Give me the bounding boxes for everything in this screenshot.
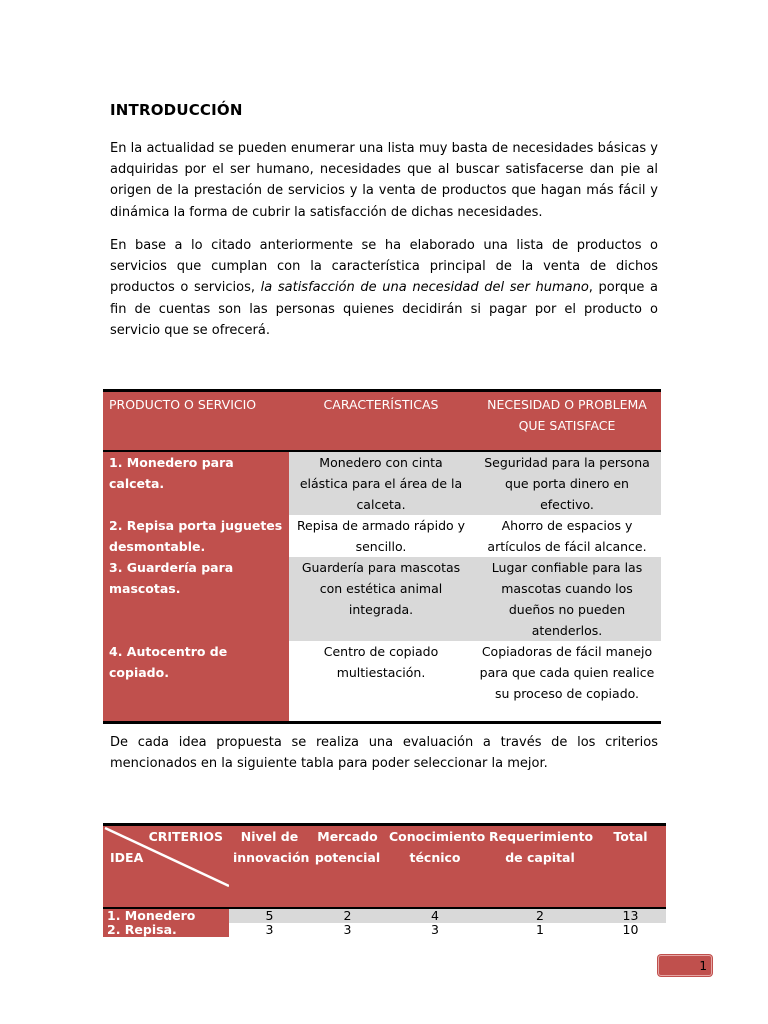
criteria-label: CRITERIOS	[148, 829, 223, 844]
score-mercado: 2	[310, 908, 385, 923]
header-conocimiento: Conocimiento técnico	[385, 825, 485, 909]
intro-paragraph-1: En la actualidad se pueden enumerar una lista muy basta de necesidades básicas y adquiridas por el ser humano, necesidades que al buscar satisfacerse dan pie al origen de la prestación de servicios y la venta de productos que hagan más fácil y dinámica la forma de cubrir la satisfacción de dichas necesidades.	[110, 141, 658, 220]
idea-name: 2. Repisa.	[103, 923, 229, 937]
score-capital: 1	[536, 922, 544, 937]
product-characteristics: Monedero con cinta elástica para el área de la calceta.	[289, 451, 473, 515]
table-row	[103, 451, 661, 515]
product-need: Lugar confiable para las mascotas cuando los dueños no pueden atenderlos.	[473, 557, 661, 641]
product-name: 1. Monedero para calceta.	[103, 451, 289, 515]
product-need: Copiadoras de fácil manejo para que cada quien realice su proceso de copiado.	[479, 644, 655, 701]
product-characteristics: Centro de copiado multiestación.	[323, 644, 439, 680]
score-conocimiento: 4	[385, 908, 485, 923]
product-characteristics: Guardería para mascotas con estética animal integrada.	[289, 557, 473, 641]
table-row	[103, 923, 666, 937]
evaluation-table	[103, 823, 666, 937]
diagonal-header-cell	[103, 825, 229, 909]
score-capital: 2	[485, 908, 595, 923]
header-necesidad: NECESIDAD O PROBLEMA QUE SATISFACE	[473, 391, 661, 452]
products-table-header	[103, 391, 661, 452]
product-need: Seguridad para la persona que porta dinero en efectivo.	[473, 451, 661, 515]
intro-paragraph-2-italic: la satisfacción de una necesidad del ser humano	[260, 280, 589, 296]
score-mercado: 3	[343, 922, 352, 937]
product-name: 2. Repisa porta juguetes desmontable.	[103, 515, 289, 557]
product-name: 4. Autocentro de copiado.	[103, 641, 289, 723]
product-characteristics: Repisa de armado rápido y sencillo.	[296, 518, 466, 554]
idea-label: IDEA	[110, 850, 144, 865]
score-conocimiento: 3	[431, 922, 439, 937]
table-row	[103, 557, 661, 641]
score-innovacion: 5	[229, 908, 310, 923]
page-title: INTRODUCCIÓN	[110, 101, 243, 119]
header-innovacion: Nivel de innovación	[229, 825, 310, 909]
score-innovacion: 3	[265, 922, 274, 937]
table-row	[103, 515, 661, 557]
header-total: Total	[595, 825, 666, 909]
product-need: Ahorro de espacios y artículos de fácil alcance.	[487, 518, 647, 554]
header-producto: PRODUCTO O SERVICIO	[103, 391, 289, 452]
score-total: 10	[622, 922, 639, 937]
evaluation-paragraph: De cada idea propuesta se realiza una evaluación a través de los criterios mencionados en la siguiente tabla para poder seleccionar la mejor.	[110, 735, 658, 772]
table-row	[103, 908, 666, 923]
header-caracteristicas: CARACTERÍSTICAS	[289, 391, 473, 452]
product-name: 3. Guardería para mascotas.	[103, 557, 289, 641]
intro-paragraph-2-start: En base a lo citado anteriormente se ha elaborado una lista de productos o servicios que cumplan con la característica principal de la venta de dichos productos o servicios,	[110, 238, 658, 296]
intro-paragraph-2-end: , porque a fin de cuentas son las personas quienes decidirán si pagar por el producto o servicio que se ofrecerá.	[110, 280, 658, 338]
products-table	[103, 389, 661, 724]
evaluation-table-header	[103, 825, 666, 909]
header-capital: Requerimiento de capital	[485, 825, 595, 909]
header-mercado: Mercado potencial	[310, 825, 385, 909]
intro-paragraph-2	[110, 235, 658, 341]
idea-name: 1. Monedero	[103, 908, 229, 923]
page-number: 1	[658, 955, 712, 976]
score-total: 13	[595, 908, 666, 923]
table-row	[103, 641, 661, 723]
